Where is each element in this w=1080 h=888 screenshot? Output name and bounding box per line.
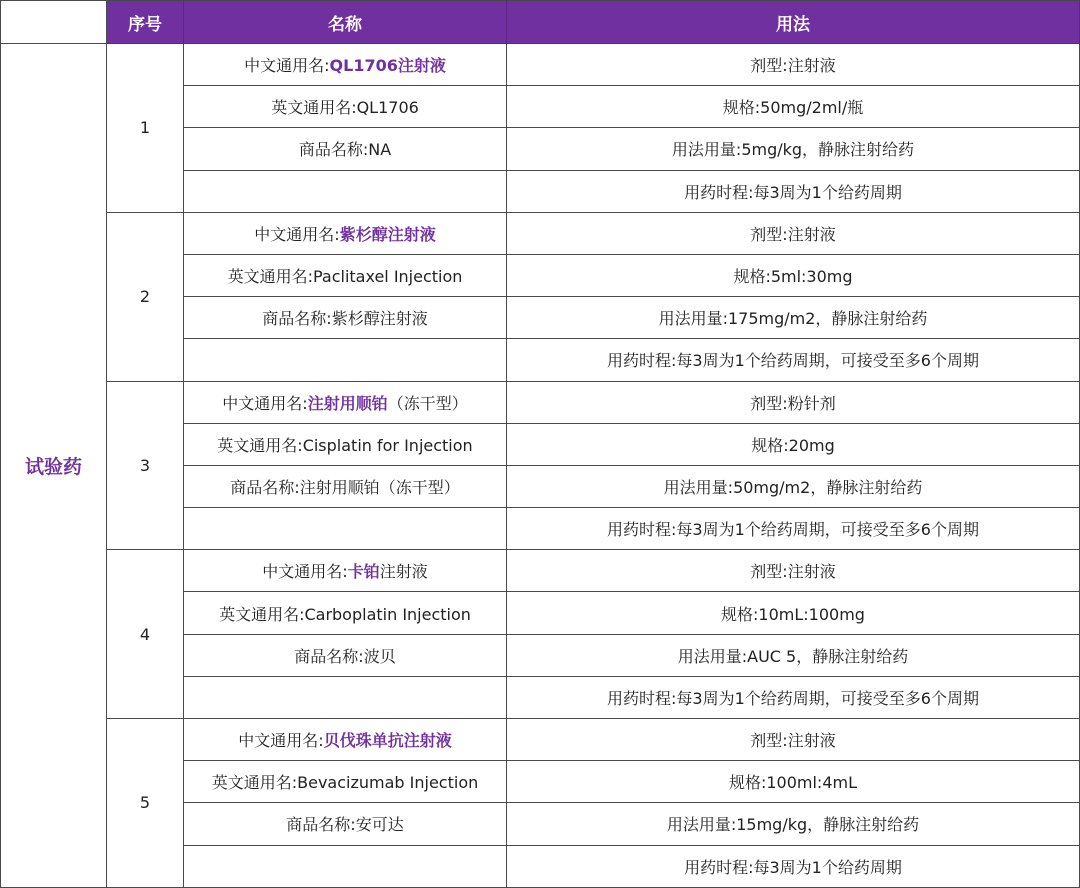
drug-index: 4 xyxy=(107,550,184,719)
cn-generic-label: 中文通用名: xyxy=(262,562,348,582)
header-index: 序号 xyxy=(107,0,184,44)
header-name: 名称 xyxy=(184,0,507,44)
empty-name-cell xyxy=(184,508,507,550)
treatment-duration: 用药时程:每3周为1个给药周期 xyxy=(507,846,1080,888)
treatment-duration: 用药时程:每3周为1个给药周期，可接受至多6个周期 xyxy=(507,508,1080,550)
cn-generic-label: 中文通用名: xyxy=(238,731,324,751)
drug-index: 1 xyxy=(107,44,184,213)
trade-name: 商品名称:安可达 xyxy=(184,803,507,845)
empty-name-cell xyxy=(184,171,507,213)
empty-name-cell xyxy=(184,339,507,381)
header-corner xyxy=(0,0,107,44)
specification: 规格:5ml:30mg xyxy=(507,255,1080,297)
cn-generic-name xyxy=(184,550,507,592)
en-generic-name: 英文通用名:QL1706 xyxy=(184,86,507,128)
header-usage: 用法 xyxy=(507,0,1080,44)
empty-name-cell xyxy=(184,846,507,888)
dosage-form: 剂型:粉针剂 xyxy=(507,382,1080,424)
drug-index: 5 xyxy=(107,719,184,888)
trade-name: 商品名称:注射用顺铂（冻干型） xyxy=(184,466,507,508)
trade-name: 商品名称:NA xyxy=(184,128,507,170)
en-generic-name: 英文通用名:Paclitaxel Injection xyxy=(184,255,507,297)
cn-generic-suffix: （冻干型） xyxy=(387,393,468,413)
specification: 规格:10mL:100mg xyxy=(507,592,1080,634)
dosage-form: 剂型:注射液 xyxy=(507,719,1080,761)
cn-generic-highlight: 卡铂 xyxy=(347,562,380,582)
en-generic-name: 英文通用名:Carboplatin Injection xyxy=(184,592,507,634)
treatment-duration: 用药时程:每3周为1个给药周期，可接受至多6个周期 xyxy=(507,339,1080,381)
treatment-duration: 用药时程:每3周为1个给药周期，可接受至多6个周期 xyxy=(507,677,1080,719)
dosage-form: 剂型:注射液 xyxy=(507,550,1080,592)
drug-index: 2 xyxy=(107,213,184,382)
empty-name-cell xyxy=(184,677,507,719)
dose-usage: 用法用量:5mg/kg，静脉注射给药 xyxy=(507,128,1080,170)
dosage-form: 剂型:注射液 xyxy=(507,44,1080,86)
dose-usage: 用法用量:AUC 5，静脉注射给药 xyxy=(507,635,1080,677)
cn-generic-suffix: 注射液 xyxy=(379,562,428,582)
en-generic-name: 英文通用名:Cisplatin for Injection xyxy=(184,424,507,466)
specification: 规格:100ml:4mL xyxy=(507,761,1080,803)
category-label: 试验药 xyxy=(0,44,107,888)
cn-generic-label: 中文通用名: xyxy=(222,393,308,413)
cn-generic-highlight: 贝伐珠单抗注射液 xyxy=(323,731,452,751)
cn-generic-name xyxy=(184,44,507,86)
cn-generic-name xyxy=(184,719,507,761)
dose-usage: 用法用量:15mg/kg，静脉注射给药 xyxy=(507,803,1080,845)
dose-usage: 用法用量:50mg/m2，静脉注射给药 xyxy=(507,466,1080,508)
cn-generic-label: 中文通用名: xyxy=(244,56,330,76)
cn-generic-highlight: 紫杉醇注射液 xyxy=(339,224,436,244)
cn-generic-name xyxy=(184,382,507,424)
cn-generic-highlight: QL1706注射液 xyxy=(329,56,446,76)
cn-generic-highlight: 注射用顺铂 xyxy=(307,393,388,413)
en-generic-name: 英文通用名:Bevacizumab Injection xyxy=(184,761,507,803)
treatment-duration: 用药时程:每3周为1个给药周期 xyxy=(507,171,1080,213)
trade-name: 商品名称:波贝 xyxy=(184,635,507,677)
specification: 规格:50mg/2ml/瓶 xyxy=(507,86,1080,128)
dosage-form: 剂型:注射液 xyxy=(507,213,1080,255)
specification: 规格:20mg xyxy=(507,424,1080,466)
cn-generic-label: 中文通用名: xyxy=(254,224,340,244)
trade-name: 商品名称:紫杉醇注射液 xyxy=(184,297,507,339)
dose-usage: 用法用量:175mg/m2，静脉注射给药 xyxy=(507,297,1080,339)
drug-index: 3 xyxy=(107,382,184,551)
cn-generic-name xyxy=(184,213,507,255)
